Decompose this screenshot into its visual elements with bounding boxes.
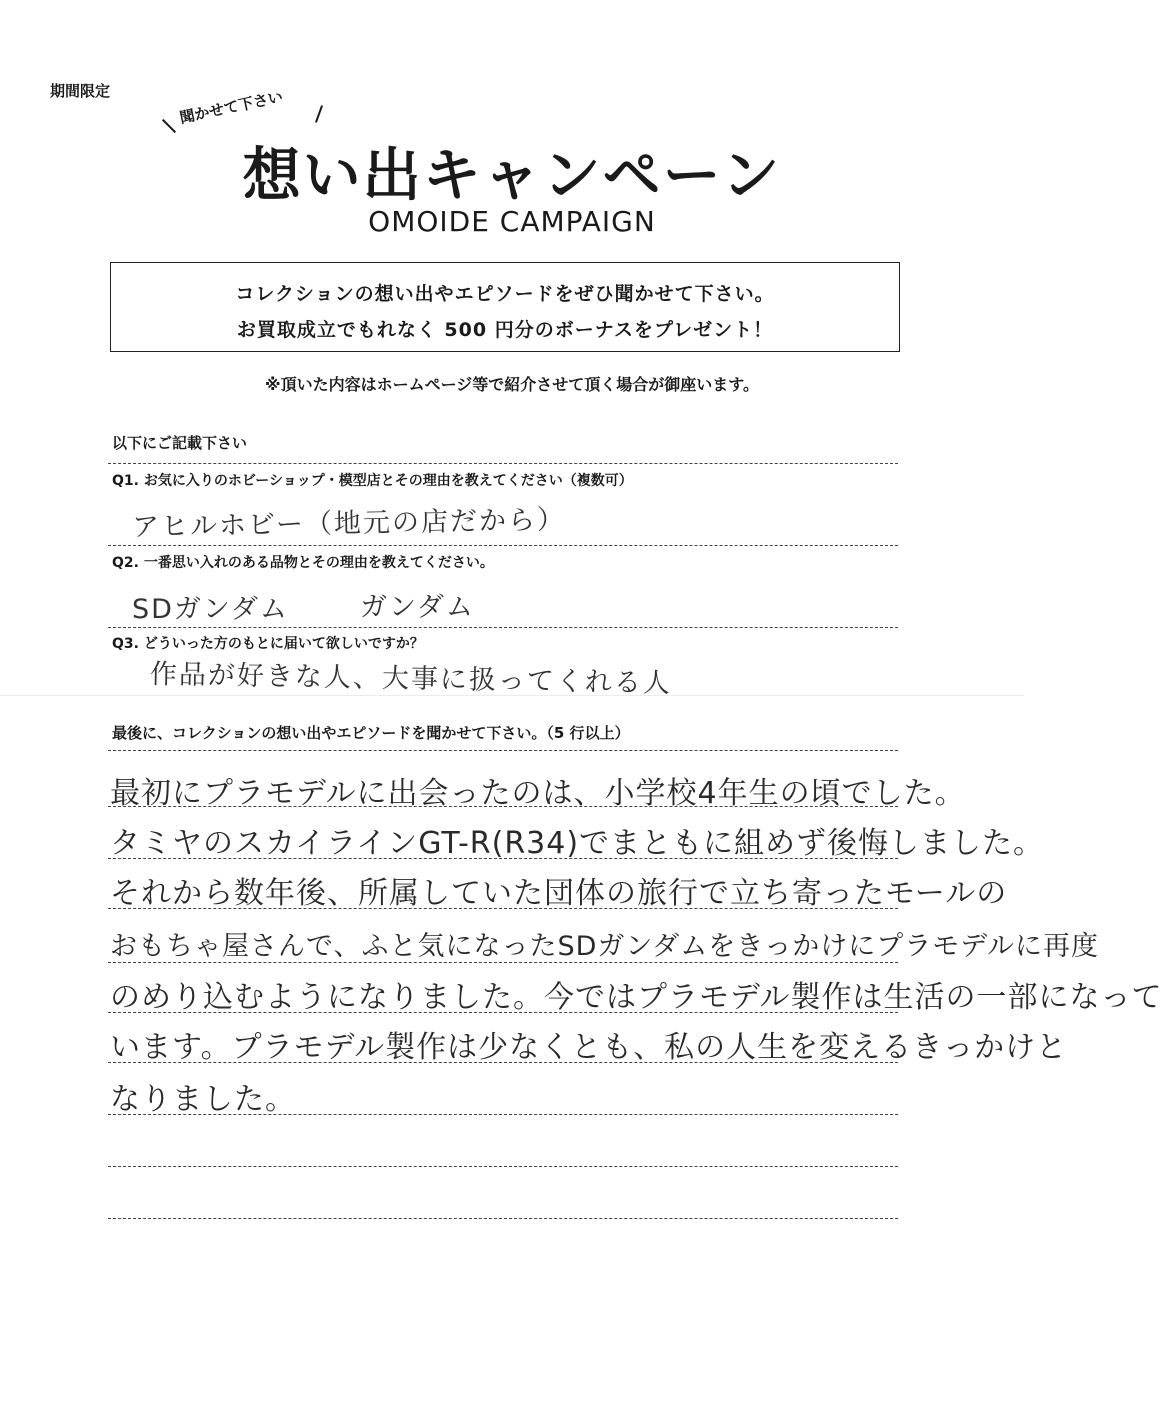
question-2-answer-1[interactable]: SDガンダム <box>132 594 289 625</box>
form-rule <box>108 858 898 859</box>
question-3-label: Q3. どういった方のもとに届いて欲しいですか？ <box>112 636 424 652</box>
story-line[interactable]: のめり込むようになりました。今ではプラモデル製作は生活の一部になって <box>110 980 1163 1015</box>
story-line[interactable]: 最初にプラモデルに出会ったのは、小学校4年生の頃でした。 <box>110 776 966 811</box>
kicker-text: 聞かせて下さい <box>178 87 285 128</box>
campaign-info-line-2: お買取成立でもれなく 500 円分のボーナスをプレゼント！ <box>236 319 774 341</box>
form-rule <box>108 962 898 963</box>
limited-time-label: 期間限定 <box>50 82 111 100</box>
form-rule <box>108 627 898 628</box>
story-label: 最後に、コレクションの想い出やエピソードを聞かせて下さい。（5 行以上） <box>112 724 630 742</box>
page-subtitle: OMOIDE CAMPAIGN <box>368 205 656 238</box>
story-line[interactable]: タミヤのスカイラインGT-R(R34)でまともに組めず後悔しました。 <box>110 826 1045 861</box>
form-rule <box>108 806 898 807</box>
campaign-info-box <box>110 262 900 352</box>
kicker-slash-right <box>315 105 323 123</box>
form-rule <box>108 545 898 546</box>
form-rule <box>108 1114 898 1115</box>
form-intro: 以下にご記載下さい <box>112 434 248 452</box>
form-rule <box>108 1012 898 1013</box>
form-rule <box>108 463 898 464</box>
form-rule <box>108 1218 898 1219</box>
question-3-answer[interactable]: 作品が好きな人、大事に扱ってくれる人 <box>149 659 673 700</box>
story-line[interactable]: それから数年後、所属していた団体の旅行で立ち寄ったモールの <box>110 876 1008 911</box>
form-rule <box>108 750 898 751</box>
form-rule <box>108 1166 898 1167</box>
form-rule <box>108 1062 898 1063</box>
campaign-info-line-1: コレクションの想い出やエピソードをぜひ聞かせて下さい。 <box>235 283 775 305</box>
story-line[interactable]: なりました。 <box>110 1082 296 1117</box>
page-title: 想い出キャンペーン <box>242 141 782 209</box>
paper-fold-line <box>0 695 1024 696</box>
question-2-label: Q2. 一番思い入れのある品物とその理由を教えてください。 <box>112 555 494 571</box>
question-1-label: Q1. お気に入りのホビーショップ・模型店とその理由を教えてください（複数可） <box>112 473 633 489</box>
story-line[interactable]: おもちゃ屋さんで、ふと気になったSDガンダムをきっかけにプラモデルに再度 <box>110 931 1099 962</box>
question-2-answer-2[interactable]: ガンダム <box>360 592 475 623</box>
question-1-answer[interactable]: アヒルホビー（地元の店だから） <box>131 504 567 543</box>
story-line[interactable]: います。プラモデル製作は少なくとも、私の人生を変えるきっかけと <box>110 1030 1068 1065</box>
publication-notice: ※頂いた内容はホームページ等で紹介させて頂く場合が御座います。 <box>265 375 759 394</box>
form-rule <box>108 908 898 909</box>
